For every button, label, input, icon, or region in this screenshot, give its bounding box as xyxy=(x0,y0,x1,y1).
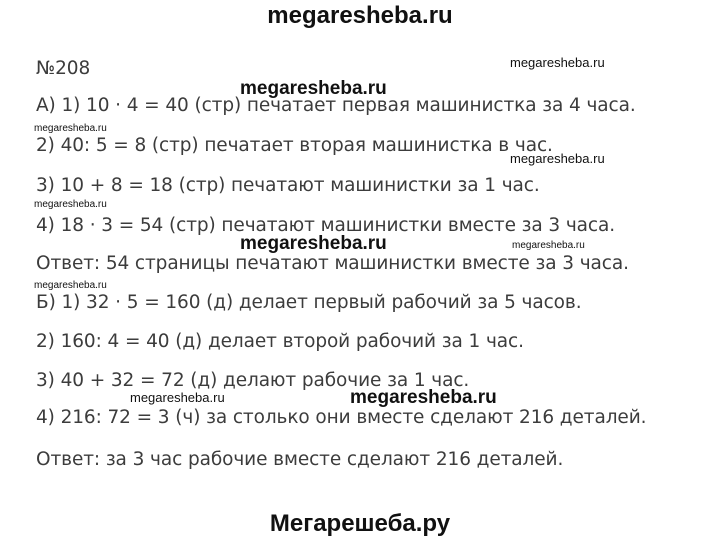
watermark: megaresheba.ru xyxy=(510,55,605,70)
watermark: megaresheba.ru xyxy=(34,123,107,134)
watermark: megaresheba.ru xyxy=(130,390,225,405)
solution-line-b1: Б) 1) 32 · 5 = 160 (д) делает первый рабочий за 5 часов. xyxy=(36,292,582,313)
solution-line-b3: 3) 40 + 32 = 72 (д) делают рабочие за 1 час. xyxy=(36,370,470,391)
watermark: megaresheba.ru xyxy=(240,78,387,99)
watermark: megaresheba.ru xyxy=(512,240,585,251)
watermark: megaresheba.ru xyxy=(34,199,107,210)
problem-number: №208 xyxy=(36,58,91,79)
watermark: megaresheba.ru xyxy=(350,387,497,408)
answer-line-a: Ответ: 54 страницы печатают машинистки вместе за 3 часа. xyxy=(36,253,629,274)
watermark: megaresheba.ru xyxy=(240,233,387,254)
watermark: megaresheba.ru xyxy=(510,151,605,166)
solution-line-1: А) 1) 10 · 4 = 40 (стр) печатает первая машинистка за 4 часа. xyxy=(36,95,636,116)
solution-line-4: 4) 18 · 3 = 54 (стр) печатают машинистки вместе за 3 часа. xyxy=(36,215,616,236)
site-footer: Мегарешеба.ру xyxy=(269,510,451,537)
watermark: megaresheba.ru xyxy=(34,280,107,291)
solution-line-3: 3) 10 + 8 = 18 (стр) печатают машинистки за 1 час. xyxy=(36,175,540,196)
solution-line-b2: 2) 160: 4 = 40 (д) делает второй рабочий за 1 час. xyxy=(36,331,524,352)
solution-line-b4: 4) 216: 72 = 3 (ч) за столько они вместе сделают 216 деталей. xyxy=(36,407,647,428)
solution-line-2: 2) 40: 5 = 8 (стр) печатает вторая машинистка в час. xyxy=(36,135,553,156)
answer-line-b: Ответ: за 3 час рабочие вместе сделают 216 деталей. xyxy=(36,449,564,470)
site-header: megaresheba.ru xyxy=(267,2,453,29)
